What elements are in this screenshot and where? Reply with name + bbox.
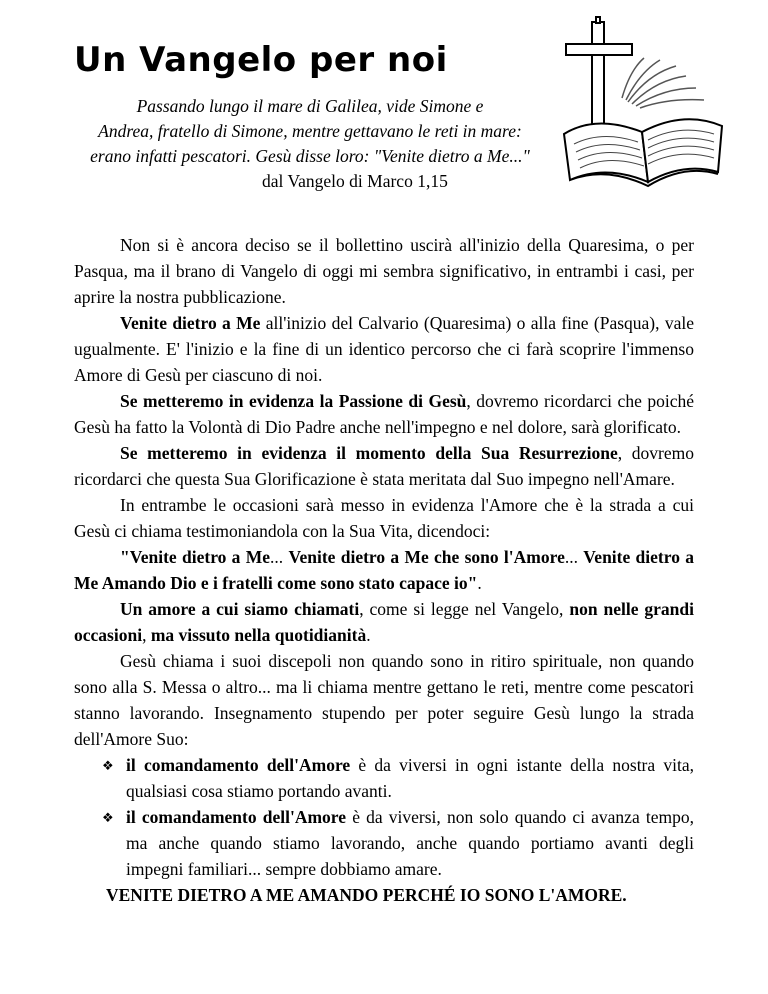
list-item-text: è da viversi in ogni istante della nostra vita, qualsiasi cosa stiamo portando avanti.: [126, 755, 694, 801]
paragraph-text: .: [366, 625, 371, 645]
emphasis: Venite dietro a Me: [120, 313, 261, 333]
diamond-bullet-icon: ❖: [102, 810, 114, 825]
paragraph-text: , dovremo ricordarci che poiché Gesù ha fatto la Volontà di Dio Padre anche nell'impegno e nel dolore, sarà glorificato.: [74, 391, 694, 437]
diamond-bullet-icon: ❖: [102, 758, 114, 773]
emphasis: il comandamento dell'Amore: [126, 755, 351, 775]
emphasis: non nelle grandi occasioni: [74, 599, 694, 645]
emphasis: Un amore a cui siamo chiamati: [120, 599, 360, 619]
paragraph: [74, 310, 694, 388]
paragraph-text: all'inizio del Calvario (Quaresima) o alla fine (Pasqua), vale ugualmente. E' l'inizio e la fine di un identico percorso che ci farà scoprire l'immenso Amore di Gesù per ciascuno di noi.: [74, 313, 694, 385]
paragraph: Non si è ancora deciso se il bollettino uscirà all'inizio della Quaresima, o per Pasqua, ma il brano di Vangelo di oggi mi sembra significativo, in entrambi i casi, per aprire la nostra pubblicazione.: [74, 235, 694, 307]
paragraph-text: , dovremo ricordarci che questa Sua Glorificazione è stata meritata dal Suo impegno nell'Amare.: [74, 443, 695, 489]
emphasis: "Venite dietro a Me: [120, 547, 271, 567]
quote-line: Andrea, fratello di Simone, mentre gettavano le reti in mare:: [98, 121, 522, 141]
quote-source: dal Vangelo di Marco 1,15: [262, 171, 448, 191]
paragraph-text: ...: [270, 547, 289, 567]
cross-and-open-bible-icon: [556, 14, 728, 192]
paragraph: [74, 388, 694, 440]
emphasis: Se metteremo in evidenza il momento della Sua Resurrezione: [120, 443, 618, 463]
paragraph: In entrambe le occasioni sarà messo in evidenza l'Amore che è la strada a cui Gesù ci chiama testimoniandola con la Sua Vita, dicendoci:: [74, 495, 694, 541]
paragraph: Gesù chiama i suoi discepoli non quando sono in ritiro spirituale, non quando sono alla S. Messa o altro... ma li chiama mentre gettano le reti, mentre come pescatori stanno lavorando. Insegnamento stupendo per poter seguire Gesù lungo la strada dell'Amore Suo:: [74, 651, 694, 749]
list-item: [74, 752, 694, 804]
paragraph-text: , come si legge nel Vangelo,: [359, 599, 570, 619]
commandment-list: [74, 752, 694, 882]
closing-statement: VENITE DIETRO A ME AMANDO PERCHÉ IO SONO L'AMORE.: [106, 885, 627, 905]
emphasis: Venite dietro a Me che sono l'Amore: [288, 547, 565, 567]
emphasis: il comandamento dell'Amore: [126, 807, 347, 827]
list-item-text: è da viversi, non solo quando ci avanza tempo, ma anche quando stiamo lavorando, anche quando portiamo avanti degli impegni familiari... sempre dobbiamo amare.: [126, 807, 694, 879]
emphasis: ma vissuto nella quotidianità: [150, 625, 367, 645]
page-title: Un Vangelo per noi: [74, 40, 448, 80]
paragraph: [74, 440, 694, 492]
quote-line: erano infatti pescatori. Gesù disse loro: "Venite dietro a Me...": [90, 146, 530, 166]
article-body: [74, 232, 694, 908]
quote-line: Passando lungo il mare di Galilea, vide Simone e: [136, 96, 484, 116]
paragraph-text: .: [477, 573, 482, 593]
paragraph-text: ,: [142, 625, 151, 645]
list-item: [74, 804, 694, 882]
paragraph: [74, 544, 694, 596]
gospel-quote: [40, 94, 580, 169]
emphasis: Se metteremo in evidenza la Passione di Gesù: [120, 391, 467, 411]
paragraph-text: ...: [564, 547, 584, 567]
paragraph: [74, 596, 694, 648]
emphasis: Venite dietro a Me Amando Dio e i fratelli come sono stato capace io": [74, 547, 694, 593]
